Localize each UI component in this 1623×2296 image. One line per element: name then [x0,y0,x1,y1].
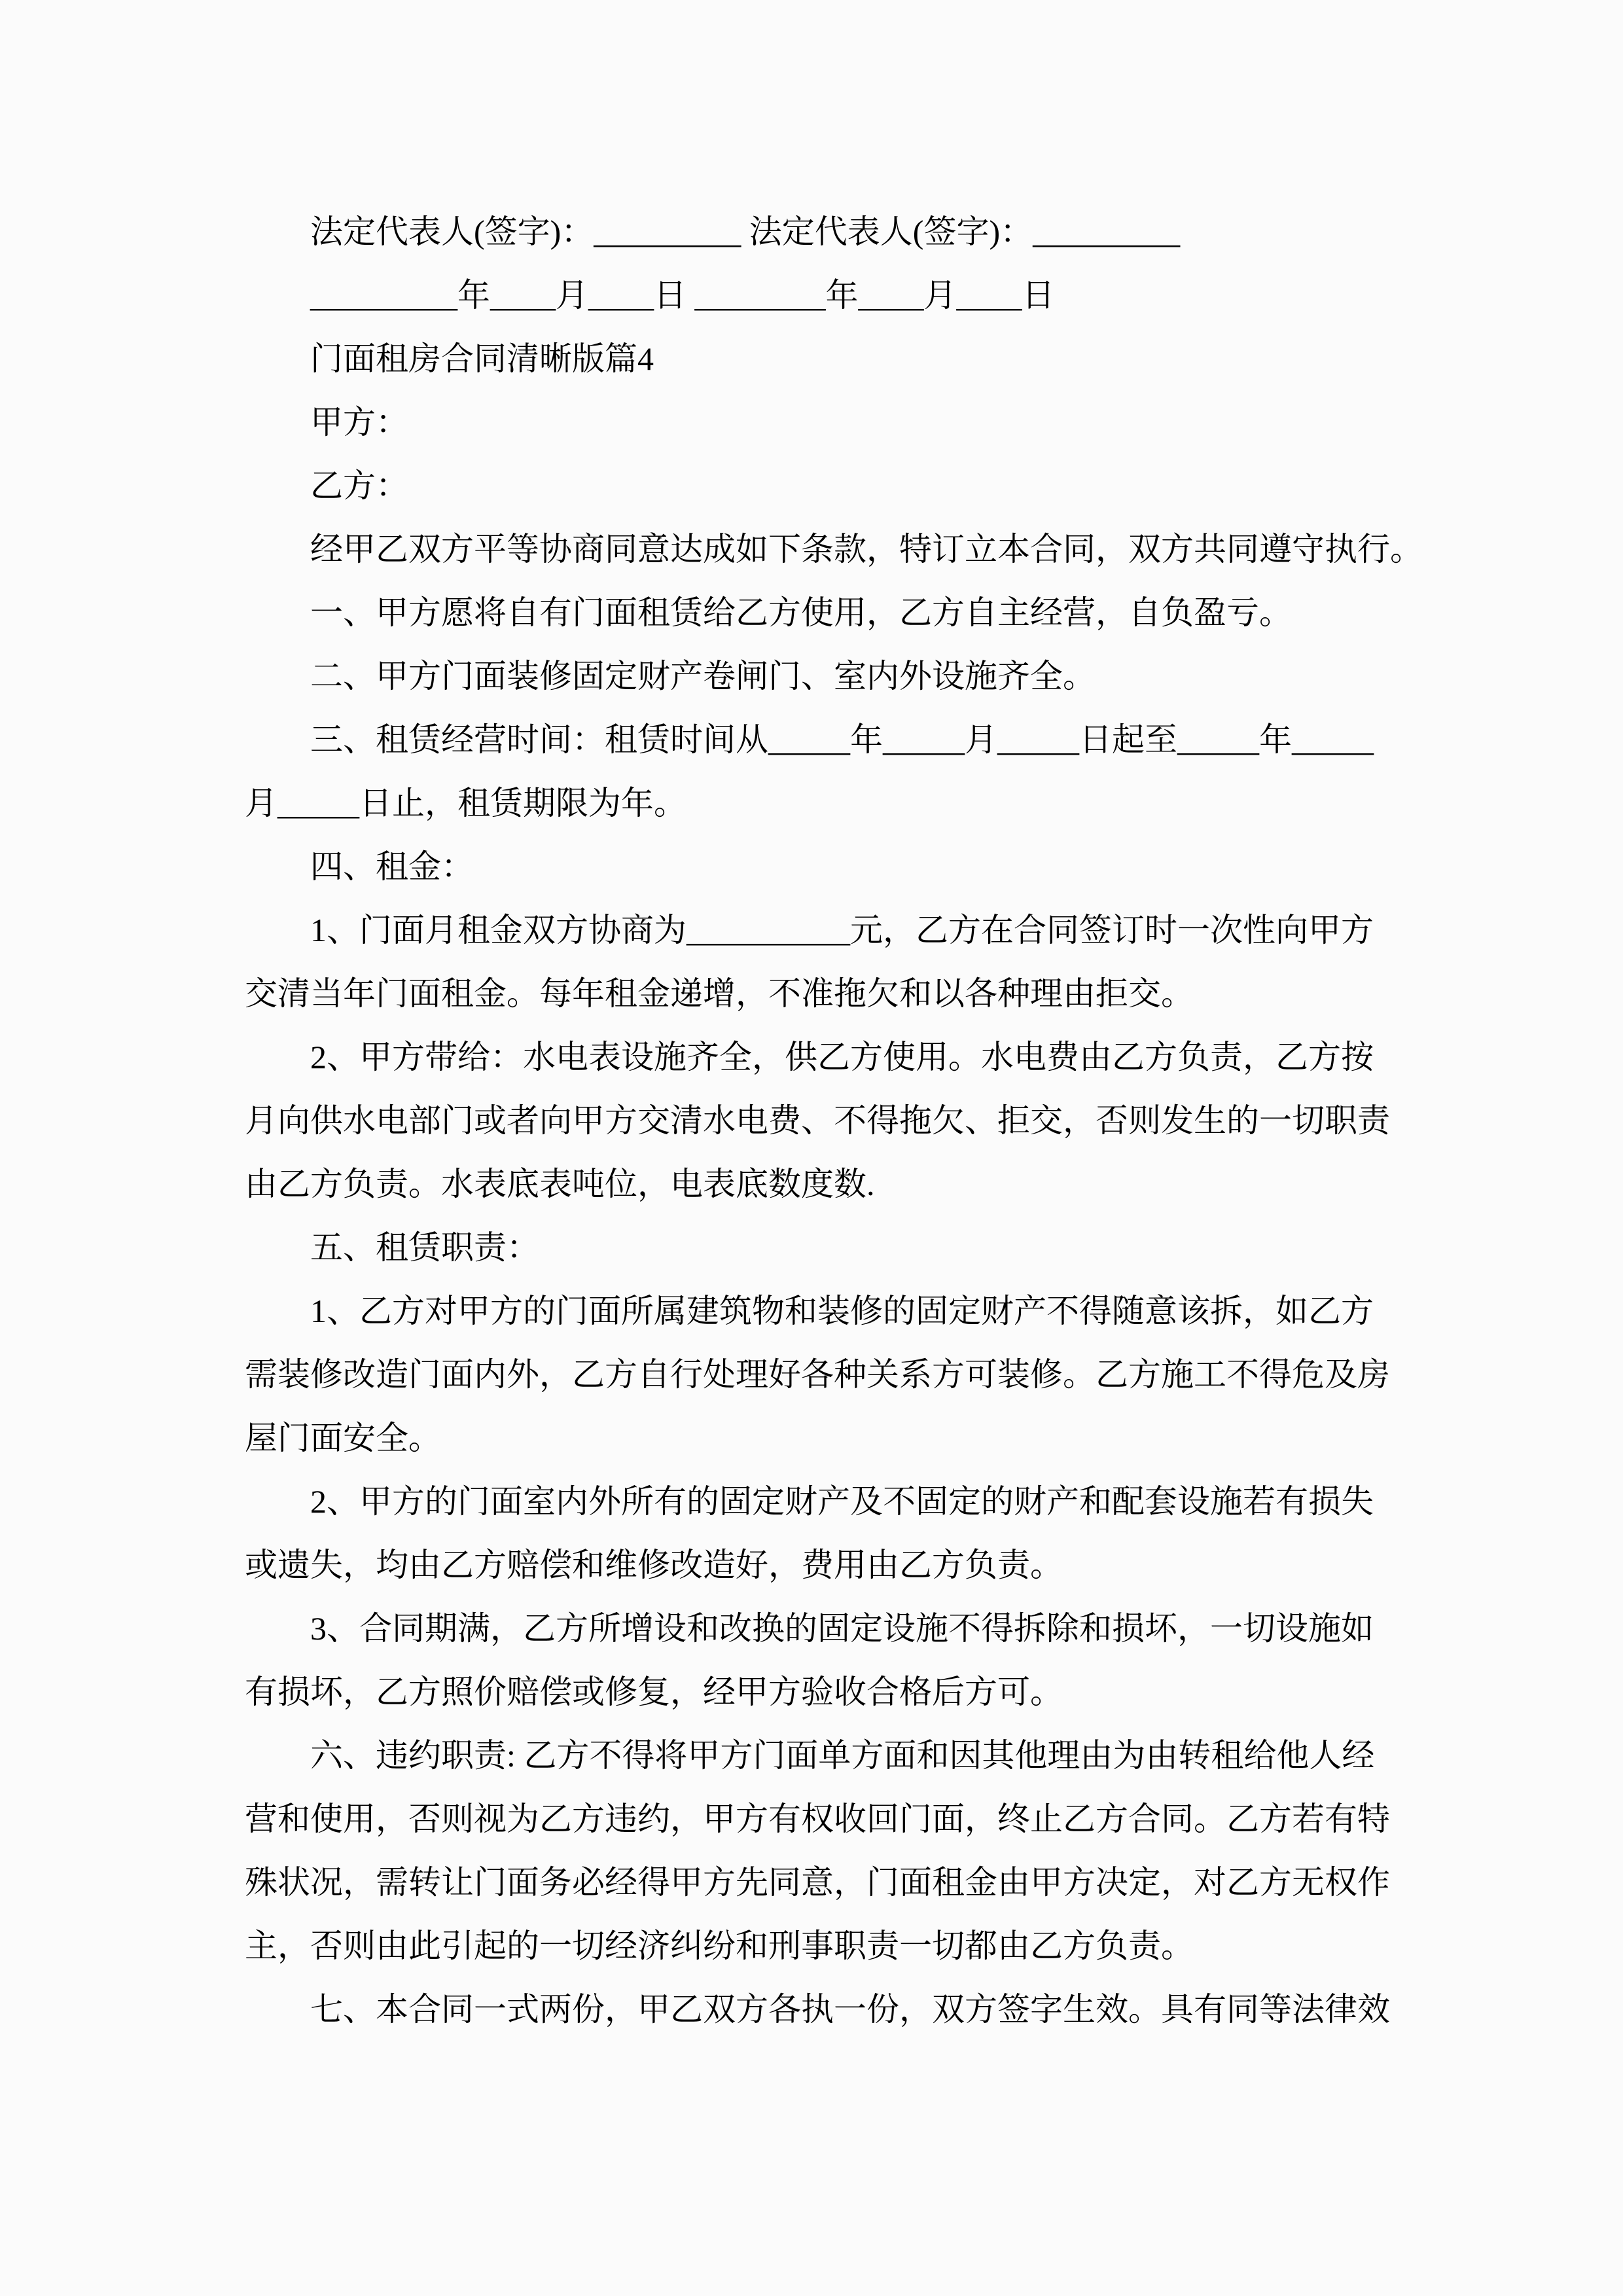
document-line: 月向供水电部门或者向甲方交清水电费、不得拖欠、拒交，否则发生的一切职责 [245,1102,1390,1139]
document-line: 三、租赁经营时间：租赁时间从_____年_____月_____日起至_____年_____ [310,721,1374,758]
document-line: 殊状况，需转让门面务必经得甲方先同意，门面租金由甲方决定，对乙方无权作 [245,1864,1390,1901]
document-line: 一、甲方愿将自有门面租赁给乙方使用，乙方自主经营，自负盈亏。 [310,594,1292,631]
document-line: 由乙方负责。水表底表吨位，电表底数度数. [245,1166,875,1202]
document-line: 六、违约职责: 乙方不得将甲方门面单方面和因其他理由为由转租给他人经 [310,1737,1375,1774]
document-line: 二、甲方门面装修固定财产卷闸门、室内外设施齐全。 [310,658,1096,694]
document-line: 法定代表人(签字)：_________ 法定代表人(签字)：_________ [310,213,1181,250]
contract-body [245,200,1423,2041]
document-line: _________年____月____日 ________年____月____日 [310,277,1055,314]
document-line: 主，否则由此引起的一切经济纠纷和刑事职责一切都由乙方负责。 [245,1928,1194,1964]
document-line: 甲方： [310,404,408,440]
document-line: 需装修改造门面内外，乙方自行处理好各种关系方可装修。乙方施工不得危及房 [245,1356,1390,1393]
document-line: 经甲乙双方平等协商同意达成如下条款，特订立本合同，双方共同遵守执行。 [310,531,1423,567]
document-line: 1、乙方对甲方的门面所属建筑物和装修的固定财产不得随意该拆，如乙方 [310,1293,1374,1329]
document-line: 门面租房合同清晰版篇4 [310,340,654,377]
document-line: 屋门面安全。 [245,1420,441,1456]
document-line: 交清当年门面租金。每年租金递增，不准拖欠和以各种理由拒交。 [245,975,1194,1012]
document-line: 或遗失，均由乙方赔偿和维修改造好，费用由乙方负责。 [245,1547,1063,1583]
document-line: 3、合同期满，乙方所增设和改换的固定设施不得拆除和损坏，一切设施如 [310,1610,1374,1647]
document-line: 四、租金： [310,848,474,885]
document-line: 营和使用，否则视为乙方违约，甲方有权收回门面，终止乙方合同。乙方若有特 [245,1801,1390,1837]
document-line: 七、本合同一式两份，甲乙双方各执一份，双方签字生效。具有同等法律效 [310,1991,1390,2028]
document-line: 2、甲方的门面室内外所有的固定财产及不固定的财产和配套设施若有损失 [310,1483,1374,1520]
document-line: 2、甲方带给：水电表设施齐全，供乙方使用。水电费由乙方负责，乙方按 [310,1039,1374,1075]
document-line: 五、租赁职责： [310,1229,539,1266]
document-line: 1、门面月租金双方协商为__________元，乙方在合同签订时一次性向甲方 [310,912,1374,948]
document-line: 月_____日止，租赁期限为年。 [245,785,687,821]
document-line: 乙方： [310,467,408,504]
document-line: 有损坏，乙方照价赔偿或修复，经甲方验收合格后方可。 [245,1674,1063,1710]
